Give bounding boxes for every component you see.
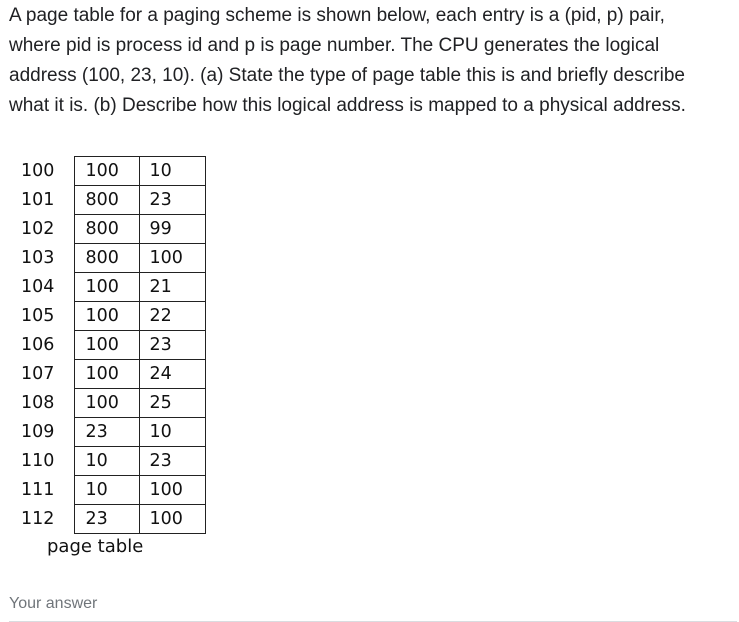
page-cell: 23 [139, 186, 205, 215]
table-row [14, 331, 205, 360]
pid-cell: 800 [74, 215, 139, 244]
table-row [14, 447, 205, 476]
page-cell: 99 [139, 215, 205, 244]
row-index: 112 [21, 509, 55, 529]
row-index: 110 [21, 451, 55, 471]
question-line: what it is. (b) Describe how this logical address is mapped to a physical address. [9, 95, 686, 116]
pid-cell: 10 [74, 447, 139, 476]
page-cell: 22 [139, 302, 205, 331]
pid-cell: 10 [74, 476, 139, 505]
page-cell: 100 [139, 505, 205, 534]
question-line: address (100, 23, 10). (a) State the type of page table this is and briefly describe [9, 65, 685, 86]
page-table-figure [14, 156, 206, 534]
pid-cell: 100 [74, 331, 139, 360]
table-row [14, 302, 205, 331]
page-table [14, 156, 206, 534]
pid-cell: 23 [74, 505, 139, 534]
question-text [9, 1, 737, 121]
row-index: 103 [21, 248, 55, 268]
pid-cell: 23 [74, 418, 139, 447]
pid-cell: 100 [74, 389, 139, 418]
pid-cell: 100 [74, 360, 139, 389]
row-index: 101 [21, 190, 55, 210]
table-row [14, 476, 205, 505]
page-cell: 10 [139, 418, 205, 447]
page-cell: 25 [139, 389, 205, 418]
table-row [14, 244, 205, 273]
row-index: 104 [21, 277, 55, 297]
row-index: 108 [21, 393, 55, 413]
table-row [14, 389, 205, 418]
page-cell: 23 [139, 447, 205, 476]
table-row [14, 186, 205, 215]
table-row [14, 360, 205, 389]
row-index: 111 [21, 480, 55, 500]
row-index: 106 [21, 335, 55, 355]
page-cell: 23 [139, 331, 205, 360]
row-index: 109 [21, 422, 55, 442]
table-row [14, 418, 205, 447]
question-line: A page table for a paging scheme is shown below, each entry is a (pid, p) pair, [9, 5, 665, 26]
question-line: where pid is process id and p is page number. The CPU generates the logical [9, 35, 660, 56]
pid-cell: 100 [74, 273, 139, 302]
pid-cell: 100 [74, 302, 139, 331]
row-index: 100 [21, 161, 55, 181]
row-index: 107 [21, 364, 55, 384]
page-cell: 24 [139, 360, 205, 389]
row-index: 102 [21, 219, 55, 239]
page-cell: 100 [139, 244, 205, 273]
table-row [14, 273, 205, 302]
pid-cell: 100 [74, 157, 139, 186]
page-cell: 21 [139, 273, 205, 302]
pid-cell: 800 [74, 244, 139, 273]
table-caption: page table [47, 536, 144, 557]
pid-cell: 800 [74, 186, 139, 215]
answer-input[interactable] [9, 592, 737, 622]
page-cell: 100 [139, 476, 205, 505]
answer-placeholder: Your answer [9, 595, 98, 612]
table-row [14, 215, 205, 244]
row-index: 105 [21, 306, 55, 326]
table-row [14, 505, 205, 534]
page-cell: 10 [139, 157, 205, 186]
table-row [14, 157, 205, 186]
